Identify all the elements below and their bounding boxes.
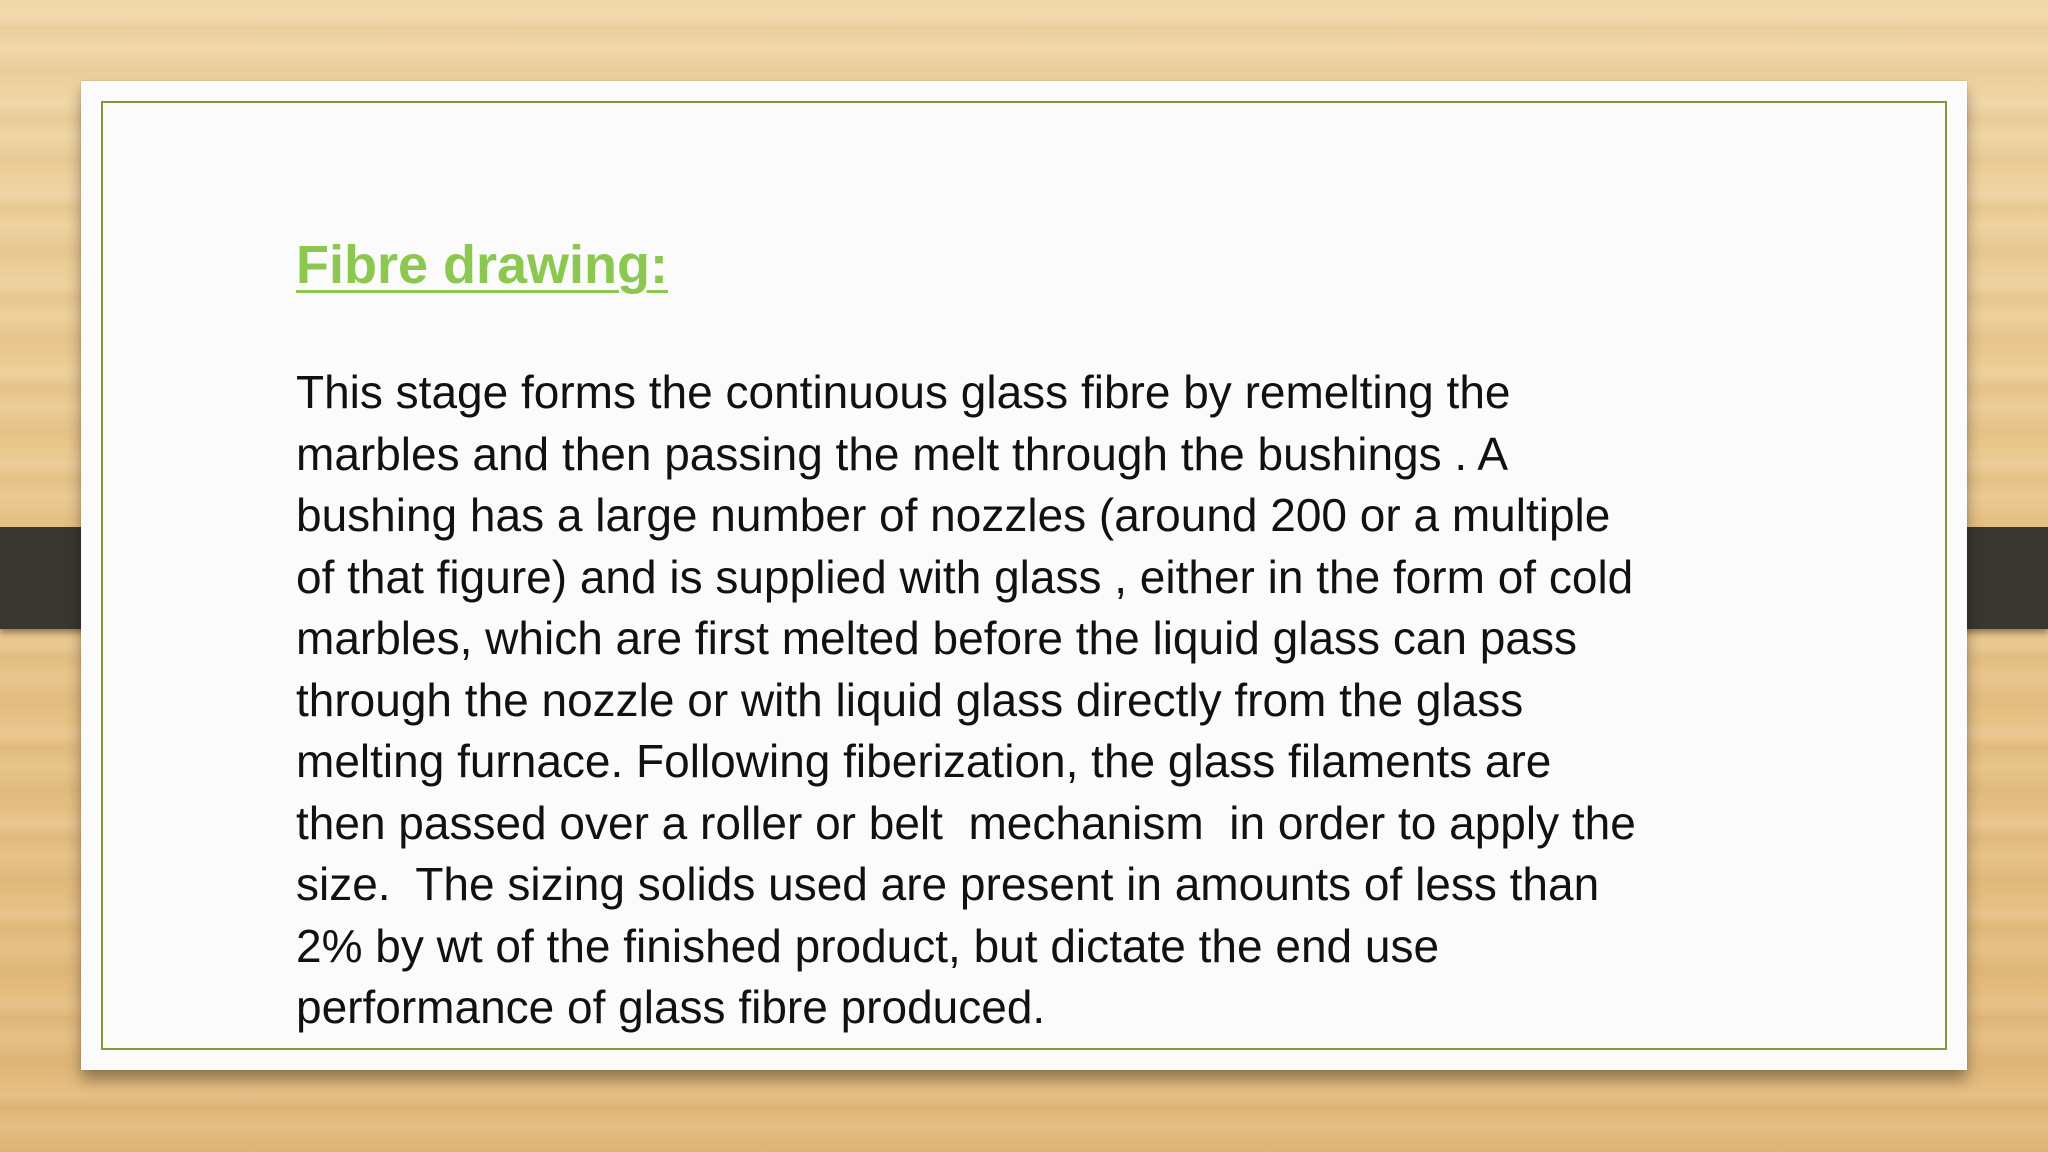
body-line: performance of glass fibre produced. bbox=[296, 981, 1046, 1033]
body-line: marbles, which are first melted before the liquid glass can pass bbox=[296, 612, 1577, 664]
body-line: 2% by wt of the finished product, but dictate the end use bbox=[296, 919, 1440, 972]
body-line: of that figure) and is supplied with glass , either in the form of cold bbox=[296, 550, 1634, 603]
slide-card bbox=[81, 81, 1967, 1070]
body-line: This stage forms the continuous glass fibre by remelting the bbox=[296, 366, 1511, 418]
body-line: marbles and then passing the melt through the bushings . A bbox=[296, 427, 1509, 480]
slide-title: Fibre drawing: bbox=[296, 235, 669, 295]
body-line: melting furnace. Following fiberization, the glass filaments are bbox=[296, 735, 1552, 787]
body-line: size. The sizing solids used are present in amounts of less than bbox=[296, 858, 1600, 910]
body-line: then passed over a roller or belt mechanism in order to apply the bbox=[296, 796, 1636, 849]
body-line: bushing has a large number of nozzles (around 200 or a multiple bbox=[296, 489, 1611, 541]
slide-body-text bbox=[296, 362, 1856, 1039]
body-line: through the nozzle or with liquid glass directly from the glass bbox=[296, 673, 1524, 726]
